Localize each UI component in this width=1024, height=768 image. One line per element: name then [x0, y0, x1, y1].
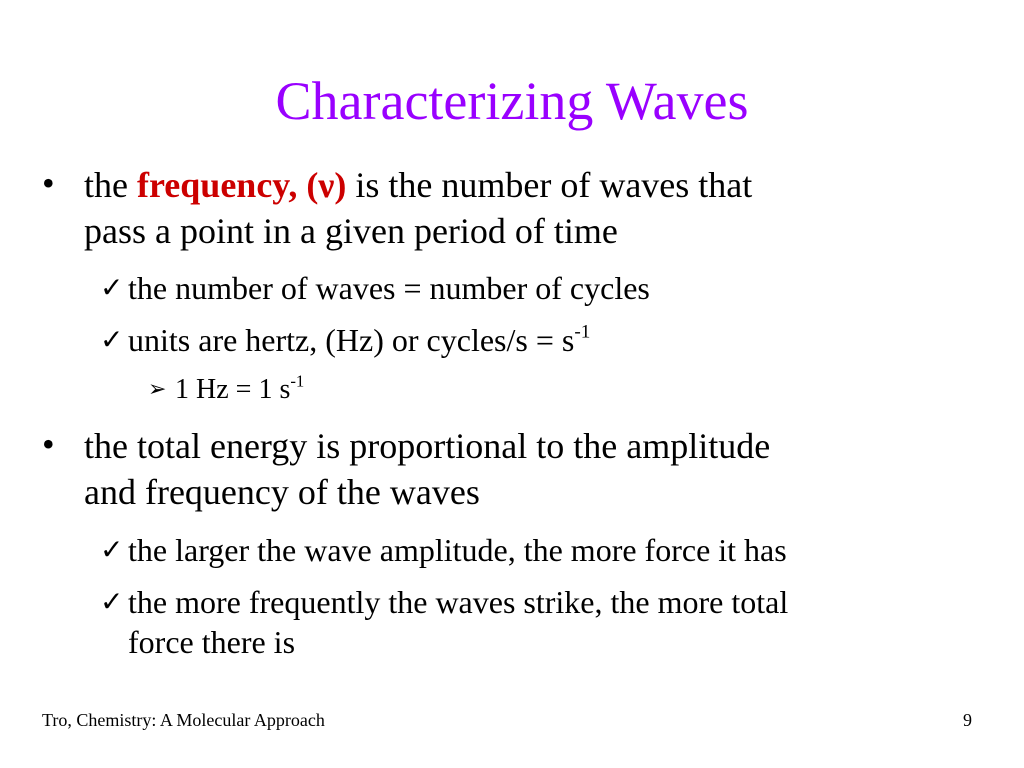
check-icon: ✓ — [100, 323, 124, 356]
bullet-marker: • — [42, 163, 55, 203]
bullet-1-line-2: pass a point in a given period of time — [84, 211, 618, 251]
hz-exponent: -1 — [290, 371, 305, 391]
units-exponent: -1 — [574, 321, 591, 343]
check-icon: ✓ — [100, 271, 124, 304]
bullet-marker: • — [42, 424, 55, 464]
bullet-1-line-1 — [84, 162, 984, 208]
bullet-1-text-a: the — [84, 165, 137, 205]
footer-source: Tro, Chemistry: A Molecular Approach — [42, 710, 325, 730]
bullet-2-line-2: and frequency of the waves — [84, 472, 480, 512]
bullet-2-sub-1: the larger the wave amplitude, the more force it has — [128, 532, 787, 568]
slide-title: Characterizing Waves — [275, 71, 749, 131]
bullet-1-subsub-1 — [175, 373, 304, 407]
bullet-1-text-b: is the number of waves that — [346, 165, 753, 205]
bullet-2-line-1: the total energy is proportional to the amplitude — [84, 426, 771, 466]
bullet-1-sub-2 — [128, 320, 978, 360]
page-number: 9 — [963, 710, 972, 730]
bullet-1-sub-1: the number of waves = number of cycles — [128, 270, 650, 306]
check-icon: ✓ — [100, 533, 124, 566]
check-icon: ✓ — [100, 585, 124, 618]
bullet-2-sub-2-line-1: the more frequently the waves strike, the more total — [128, 584, 789, 620]
hz-text: 1 Hz = 1 s — [175, 374, 291, 405]
arrow-icon: ➢ — [148, 377, 167, 402]
units-text: units are hertz, (Hz) or cycles/s = s — [128, 322, 575, 358]
frequency-term: frequency, (ν) — [136, 165, 347, 205]
bullet-2-sub-2-line-2: force there is — [128, 624, 296, 660]
